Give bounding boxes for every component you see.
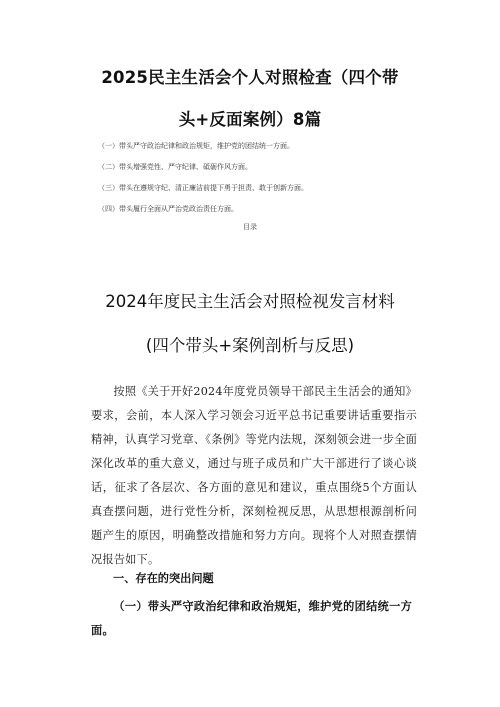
subsection-heading: （一）带头严守政治纪律和政治规矩，维护党的团结统一方面。 [91, 600, 413, 637]
article-title-line-2: (四个带头+案例剖析与反思) [145, 336, 355, 355]
toc-label: 目录 [243, 223, 257, 231]
toc-item-3: （三）带头在遵规守纪、清正廉洁前提下勇于担责、敢于创新方面。 [98, 184, 308, 192]
section-heading: 一、存在的突出问题 [113, 572, 214, 585]
toc-item-2: （二）带头增强党性、严守纪律、砥砺作风方面。 [98, 163, 252, 171]
toc-item-4: （四）带头履行全面从严治党政治责任方面。 [98, 205, 238, 213]
intro-paragraph: 按照《关于开好2024年度党员领导干部民主生活会的通知》要求，会前，本人深入学习领会习近平总书记重要讲话重要指示精神，认真学习党章、《条例》等党内法规，深刻领会进一步全面深化改革的重大意义，通过与班子成员和广大干部进行了谈心谈话，征求了各层次、各方面的意见和建议，重点围绕5个方面认真查摆问题，进行党性分析，深刻检视反思，从思想根源剖析问题产生的原因，明确整改措施和努力方向。现将个人对照查摆情况报告如下。 [91, 385, 417, 566]
toc-item-1: （一）带头严守政治纪律和政治规矩，维护党的团结统一方面。 [98, 142, 294, 150]
article-title-line-1: 2024年度民主生活会对照检视发言材料 [105, 292, 395, 311]
document-title-line-2: 头+反面案例）8篇 [178, 110, 322, 129]
document-title-line-1: 2025民主生活会个人对照检查（四个带 [101, 68, 399, 87]
